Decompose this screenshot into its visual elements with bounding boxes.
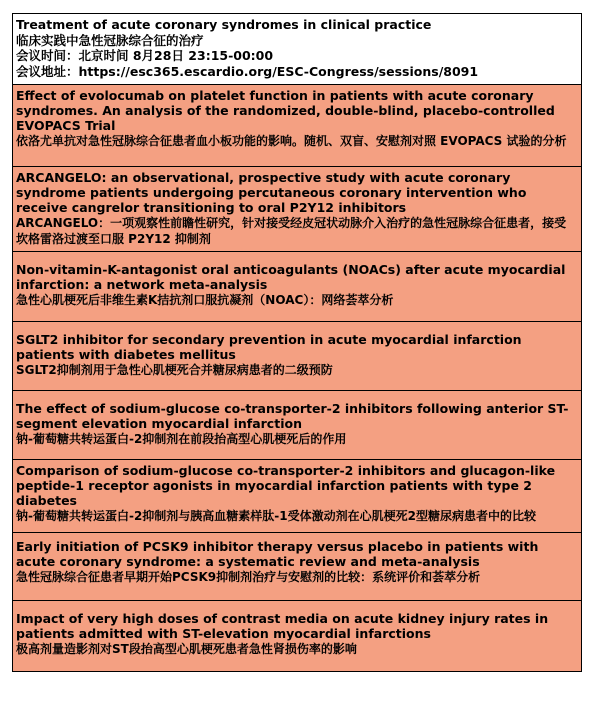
talk-title-en: SGLT2 inhibitor for secondary prevention in acute myocardial infarction patients with diabetes mellitus	[16, 332, 522, 362]
talk-row	[13, 322, 581, 391]
talk-title-zh: 急性冠脉综合征患者早期开始PCSK9抑制剂治疗与安慰剂的比较：系统评价和荟萃分析	[16, 570, 481, 584]
talk-title-zh: 极高剂量造影剂对ST段抬高型心肌梗死患者急性肾损伤率的影响	[16, 642, 357, 656]
talk-row	[13, 252, 581, 322]
talk-title-en: Comparison of sodium-glucose co-transporter-2 inhibitors and glucagon-like peptide-1 receptor agonists in myocardial infarction patients with type 2 diabetes	[16, 463, 556, 508]
session-time: 会议时间：北京时间 8月28日 23:15-00:00	[16, 48, 274, 63]
talk-title-zh: SGLT2抑制剂用于急性心肌梗死合并糖尿病患者的二级预防	[16, 363, 333, 377]
session-address: 会议地址：https://esc365.escardio.org/ESC-Congress/sessions/8091	[16, 63, 479, 79]
talk-row	[13, 391, 581, 460]
talk-title-en: Non-vitamin-K-antagonist oral anticoagulants (NOACs) after acute myocardial infarction: a network meta-analysis	[16, 262, 566, 292]
talk-title-en: Impact of very high doses of contrast media on acute kidney injury rates in patients admitted with ST-elevation myocardial infarctions	[16, 611, 549, 641]
talk-title-zh: 依洛尤单抗对急性冠脉综合征患者血小板功能的影响。随机、双盲、安慰剂对照 EVOPACS 试验的分析	[16, 134, 567, 148]
session-table	[12, 13, 582, 672]
talk-row	[13, 460, 581, 533]
talk-title-zh: 钠-葡萄糖共转运蛋白-2抑制剂与胰高血糖素样肽-1受体激动剂在心肌梗死2型糖尿病患者中的比较	[16, 509, 536, 523]
talk-title-zh: 急性心肌梗死后非维生素K拮抗剂口服抗凝剂（NOAC）：网络荟萃分析	[16, 293, 394, 307]
talk-title-en: The effect of sodium-glucose co-transporter-2 inhibitors following anterior ST-segment elevation myocardial infarction	[16, 401, 569, 431]
talk-title-zh: ARCANGELO：一项观察性前瞻性研究，针对接受经皮冠状动脉介入治疗的急性冠脉综合征患者，接受坎格雷洛过渡至口服 P2Y12 抑制剂	[16, 216, 567, 246]
session-title-zh: 临床实践中急性冠脉综合征的治疗	[16, 32, 204, 48]
session-title-en: Treatment of acute coronary syndromes in clinical practice	[16, 17, 432, 32]
talk-title-en: ARCANGELO: an observational, prospective study with acute coronary syndrome patients undergoing percutaneous coronary intervention who receive cangrelor transitioning to oral P2Y12 inhibitors	[16, 170, 527, 215]
talk-title-zh: 钠-葡萄糖共转运蛋白-2抑制剂在前段抬高型心肌梗死后的作用	[16, 432, 347, 446]
talk-row	[13, 533, 581, 601]
talk-row	[13, 167, 581, 252]
talk-title-en: Effect of evolocumab on platelet function in patients with acute coronary syndromes. An analysis of the randomized, double-blind, placebo-controlled EVOPACS Trial	[16, 88, 555, 133]
session-header	[13, 14, 581, 85]
talk-row	[13, 601, 581, 671]
talk-row	[13, 85, 581, 167]
talk-title-en: Early initiation of PCSK9 inhibitor therapy versus placebo in patients with acute coronary syndrome: a systematic review and meta-analysis	[16, 539, 539, 569]
